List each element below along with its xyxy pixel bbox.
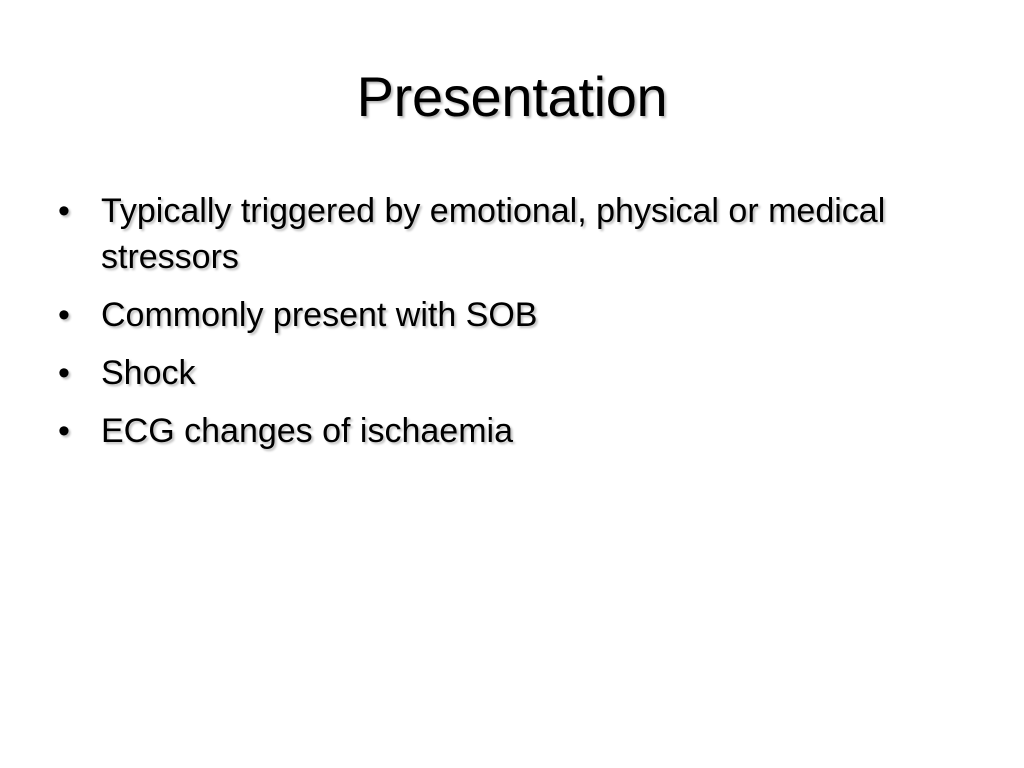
bullet-item-shock bbox=[58, 350, 958, 396]
bullet-text: ECG changes of ischaemia bbox=[101, 412, 513, 450]
bullet-icon: • bbox=[58, 412, 70, 450]
bullet-icon: • bbox=[58, 354, 70, 392]
bullet-text: Typically triggered by emotional, physical or medical stressors bbox=[101, 192, 886, 276]
bullet-icon: • bbox=[58, 192, 70, 230]
bullet-list bbox=[58, 188, 958, 466]
bullet-item-ecg bbox=[58, 408, 958, 454]
bullet-text: Commonly present with SOB bbox=[101, 296, 538, 334]
slide-title: Presentation bbox=[356, 65, 668, 128]
bullet-item-triggers bbox=[58, 188, 958, 280]
bullet-text: Shock bbox=[101, 354, 196, 392]
bullet-item-sob bbox=[58, 292, 958, 338]
bullet-icon: • bbox=[58, 296, 70, 334]
